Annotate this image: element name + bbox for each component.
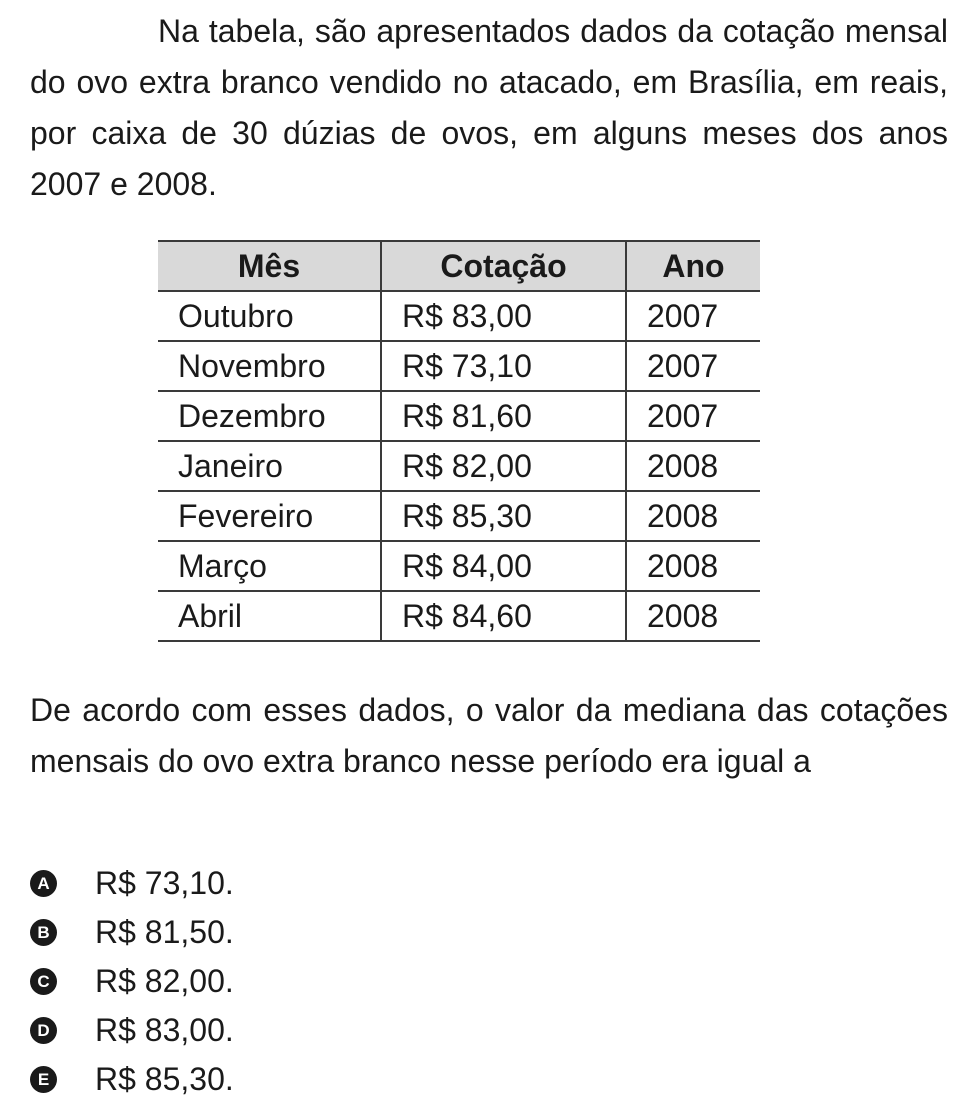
cell-price: R$ 73,10 (381, 341, 626, 391)
cell-year: 2007 (626, 341, 760, 391)
cell-year: 2007 (626, 291, 760, 341)
cell-month: Janeiro (158, 441, 381, 491)
cell-month: Março (158, 541, 381, 591)
option-text: R$ 83,00. (95, 1012, 234, 1048)
option-text: R$ 82,00. (95, 963, 234, 999)
header-year: Ano (626, 241, 760, 291)
cell-month: Outubro (158, 291, 381, 341)
cell-price: R$ 81,60 (381, 391, 626, 441)
option-a[interactable] (30, 859, 234, 908)
letter-c-icon: C (30, 968, 57, 995)
table-row (158, 341, 760, 391)
letter-d-icon: D (30, 1017, 57, 1044)
answer-options (30, 859, 234, 1104)
cell-year: 2008 (626, 541, 760, 591)
letter-b-icon: B (30, 919, 57, 946)
header-price: Cotação (381, 241, 626, 291)
cell-year: 2008 (626, 591, 760, 641)
cell-price: R$ 84,60 (381, 591, 626, 641)
intro-paragraph: Na tabela, são apresentados dados da cotação mensal do ovo extra branco vendido no atacado, em Brasília, em reais, por caixa de 30 dúzias de ovos, em alguns meses dos anos 2007 e 2008. (30, 13, 948, 202)
cell-year: 2008 (626, 491, 760, 541)
cell-month: Dezembro (158, 391, 381, 441)
table-row (158, 291, 760, 341)
cell-price: R$ 84,00 (381, 541, 626, 591)
table-row (158, 441, 760, 491)
option-b[interactable] (30, 908, 234, 957)
letter-a-icon: A (30, 870, 57, 897)
option-text: R$ 81,50. (95, 914, 234, 950)
question-text: De acordo com esses dados, o valor da mediana das cotações mensais do ovo extra branco nesse período era igual a (30, 692, 948, 779)
option-c[interactable] (30, 957, 234, 1006)
cell-month: Abril (158, 591, 381, 641)
cell-price: R$ 85,30 (381, 491, 626, 541)
letter-e-icon: E (30, 1066, 57, 1093)
table-row (158, 591, 760, 641)
cell-month: Novembro (158, 341, 381, 391)
option-d[interactable] (30, 1006, 234, 1055)
table-row (158, 541, 760, 591)
cell-price: R$ 83,00 (381, 291, 626, 341)
price-table (158, 240, 760, 642)
question-page (30, 0, 948, 1097)
cell-year: 2007 (626, 391, 760, 441)
header-month: Mês (158, 241, 381, 291)
option-text: R$ 85,30. (95, 1061, 234, 1097)
cell-year: 2008 (626, 441, 760, 491)
table-row (158, 491, 760, 541)
table-row (158, 391, 760, 441)
cell-price: R$ 82,00 (381, 441, 626, 491)
option-text: R$ 73,10. (95, 865, 234, 901)
cell-month: Fevereiro (158, 491, 381, 541)
table-header-row (158, 241, 760, 291)
option-e[interactable] (30, 1055, 234, 1104)
